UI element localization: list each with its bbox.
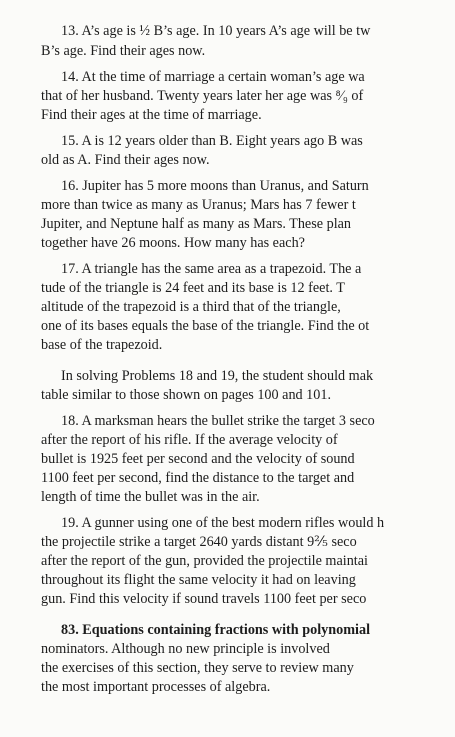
problem-17-line-4: one of its bases equals the base of the triangle. Find the ot	[41, 318, 370, 334]
problem-14-line-2: that of her husband. Twenty years later her age was ⁸⁄₉ of	[41, 88, 364, 104]
problem-19-line-1: 19. A gunner using one of the best modern rifles would h	[61, 515, 385, 531]
section-83-line-3: the exercises of this section, they serve to review many	[41, 660, 354, 676]
section-83-heading: 83. Equations containing fractions with polynomial	[61, 622, 371, 638]
problem-13-line-1: 13. A’s age is ½ B’s age. In 10 years A’s age will be tw	[61, 23, 371, 39]
problem-19-line-3: after the report of the gun, provided the projectile maintai	[41, 553, 368, 569]
problem-17-line-5: base of the trapezoid.	[41, 337, 163, 353]
section-83-line-2: nominators. Although no new principle is involved	[41, 641, 330, 657]
problem-19-line-5: gun. Find this velocity if sound travels 1100 feet per seco	[41, 591, 367, 607]
problem-16-line-3: Jupiter, and Neptune half as many as Mars. These plan	[41, 216, 352, 232]
instruction-line-2: table similar to those shown on pages 100 and 101.	[41, 387, 332, 403]
problem-18-line-1: 18. A marksman hears the bullet strike the target 3 seco	[61, 413, 375, 429]
problem-18-line-5: length of time the bullet was in the air.	[41, 489, 260, 505]
section-83-line-4: the most important processes of algebra.	[41, 679, 271, 695]
problem-16-line-1: 16. Jupiter has 5 more moons than Uranus, and Saturn	[61, 178, 369, 194]
problem-18-line-3: bullet is 1925 feet per second and the velocity of sound	[41, 451, 355, 467]
problem-15-line-2: old as A. Find their ages now.	[41, 152, 210, 168]
problem-15-line-1: 15. A is 12 years older than B. Eight years ago B was	[61, 133, 363, 149]
problem-16-line-4: together have 26 moons. How many has each?	[41, 235, 305, 251]
problem-19-line-2: the projectile strike a target 2640 yards distant 9⅖ seco	[41, 534, 357, 550]
problem-17-line-3: altitude of the trapezoid is a third that of the triangle,	[41, 299, 341, 315]
problem-14-line-1: 14. At the time of marriage a certain woman’s age wa	[61, 69, 365, 85]
problem-18-line-2: after the report of his rifle. If the average velocity of	[41, 432, 338, 448]
problem-17-line-1: 17. A triangle has the same area as a trapezoid. The a	[61, 261, 362, 277]
problem-19-line-4: throughout its flight the same velocity it had on leaving	[41, 572, 356, 588]
problem-16-line-2: more than twice as many as Uranus; Mars has 7 fewer t	[41, 197, 356, 213]
instruction-line-1: In solving Problems 18 and 19, the student should mak	[61, 368, 374, 384]
problem-14-line-3: Find their ages at the time of marriage.	[41, 107, 262, 123]
problem-17-line-2: tude of the triangle is 24 feet and its base is 12 feet. T	[41, 280, 345, 296]
problem-13-line-2: B’s age. Find their ages now.	[41, 43, 206, 59]
problem-18-line-4: 1100 feet per second, find the distance to the target and	[41, 470, 355, 486]
